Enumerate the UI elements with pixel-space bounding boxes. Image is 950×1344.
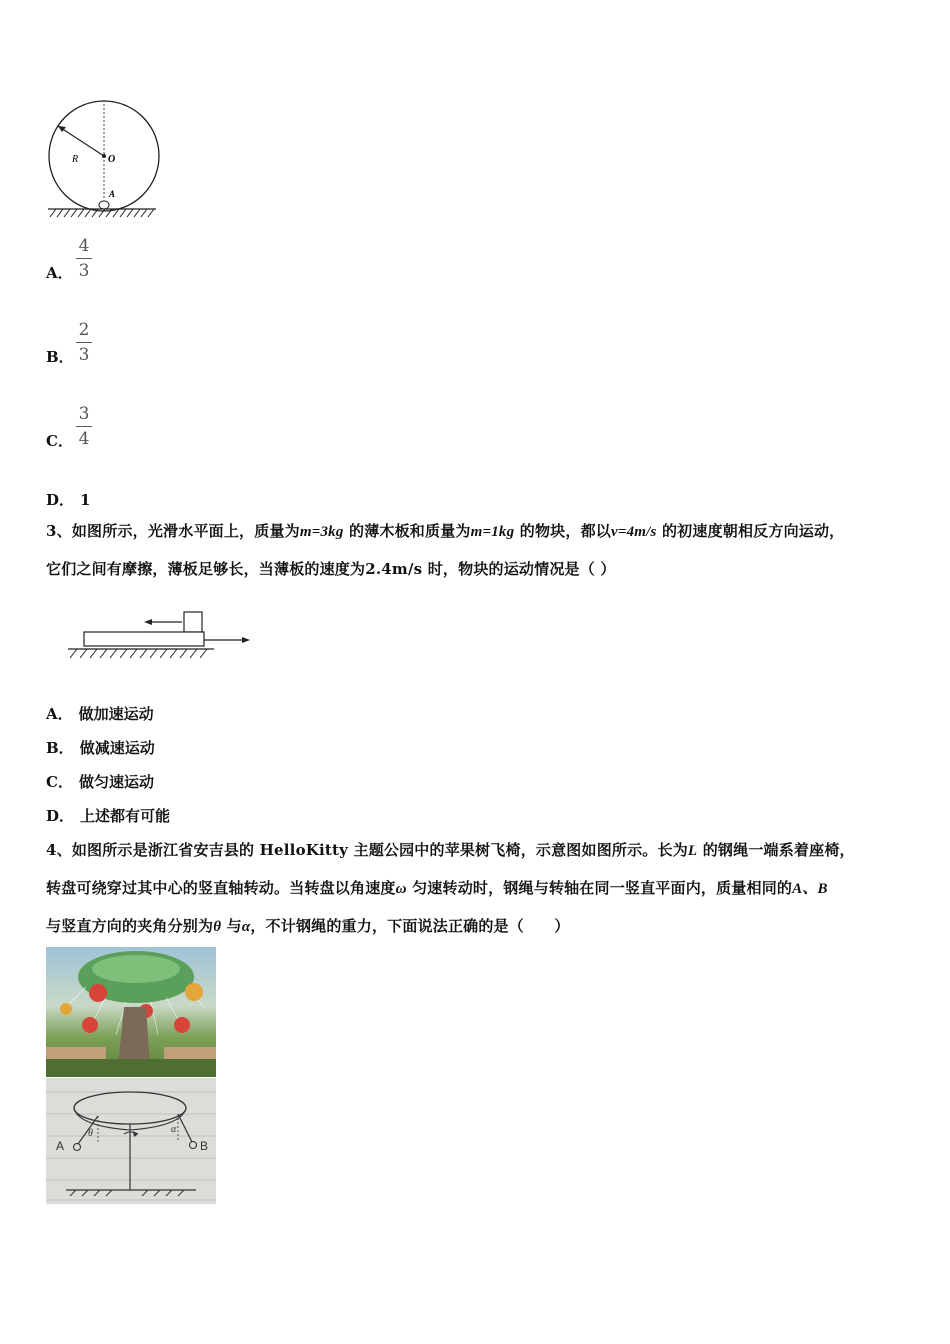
q4-omega-symbol: ω xyxy=(395,881,407,897)
label-O: O xyxy=(108,154,116,165)
photo-trunk xyxy=(118,1007,150,1067)
q3-text: 的物块，都以 xyxy=(519,522,611,540)
turntable-ellipse xyxy=(74,1092,186,1124)
seat-b xyxy=(190,1142,197,1149)
seat-a xyxy=(74,1144,81,1151)
option-letter: B． xyxy=(46,739,74,757)
block xyxy=(184,612,202,632)
q2-option-d-letter: D． xyxy=(46,491,75,509)
q3-text: 它们之间有摩擦，薄板足够长，当薄板的速度为 xyxy=(46,560,366,578)
q4-text: 匀速转动时，钢绳与转轴在同一竖直平面内，质量相同的 xyxy=(412,879,793,897)
option-letter: A． xyxy=(46,705,73,723)
q3-text: 3、如图所示，光滑水平面上，质量为 xyxy=(46,522,300,540)
apple-seat xyxy=(60,1003,72,1015)
sketch-ground-hatch xyxy=(70,1190,184,1196)
apple-seat xyxy=(174,1017,190,1033)
q4-text: ，不计钢绳的重力，下面说法正确的是（ ） xyxy=(250,917,570,935)
fraction-denominator: 3 xyxy=(78,345,90,365)
q3-velocity: v=4m/s xyxy=(610,524,657,540)
apple-seat xyxy=(89,984,107,1002)
q3-option-d xyxy=(46,805,170,826)
option-letter: C． xyxy=(46,773,73,791)
q3-option-c xyxy=(46,771,154,792)
sketch-label-alpha: α xyxy=(171,1124,177,1135)
sketch-drawing xyxy=(46,1078,216,1204)
ground-hatch xyxy=(70,649,207,658)
q4-text: 与 xyxy=(226,917,242,935)
q4-alpha-symbol: α xyxy=(241,919,251,935)
q4-question xyxy=(46,832,920,946)
fraction-denominator: 3 xyxy=(78,261,90,281)
option-text: 上述都有可能 xyxy=(80,807,171,825)
thin-board xyxy=(84,632,204,646)
apple-seat xyxy=(82,1017,98,1033)
sketch-label-b: B xyxy=(200,1139,209,1153)
q3-text: 时，物块的运动情况是（ ） xyxy=(427,560,616,578)
circle-on-ground-figure xyxy=(44,96,162,220)
q3-option-b xyxy=(46,737,155,758)
q4-line-3 xyxy=(46,908,920,946)
q4-line-1 xyxy=(46,832,920,870)
ground-hatch xyxy=(50,209,154,217)
fraction-bar xyxy=(76,426,92,427)
fraction-numerator: 4 xyxy=(78,236,90,256)
q4-theta-symbol: θ xyxy=(213,919,222,935)
block-arrowhead xyxy=(144,619,152,625)
q3-board-velocity: 2.4m/s xyxy=(365,560,423,578)
rope-b xyxy=(178,1114,192,1142)
q4-text: 与竖直方向的夹角分别为 xyxy=(46,917,214,935)
q2-option-a-letter: A． xyxy=(46,264,73,282)
q3-option-a xyxy=(46,703,154,724)
fraction-numerator: 2 xyxy=(78,320,90,340)
board-arrowhead xyxy=(242,637,250,643)
q4-text: 4、如图所示是浙江省安吉县的 HelloKitty 主题公园中的苹果树飞椅，示意图如图所示。长为 xyxy=(46,841,688,859)
q3-line-1 xyxy=(46,513,920,551)
small-ball xyxy=(99,201,109,209)
q2-option-c-fraction xyxy=(76,404,92,449)
photo-ground xyxy=(46,1059,216,1077)
q3-text: 的薄木板和质量为 xyxy=(349,522,471,540)
photo-fence xyxy=(164,1047,216,1059)
q4-text: 的钢绳一端系着座椅， xyxy=(702,841,855,859)
sketch-label-theta: θ xyxy=(88,1128,93,1139)
notebook-lines xyxy=(46,1092,216,1200)
q2-option-b-letter: B． xyxy=(46,348,74,366)
photo-canopy-top xyxy=(92,955,180,983)
board-block-figure xyxy=(64,606,256,670)
q4-length-symbol: L xyxy=(687,843,698,859)
apple-seat xyxy=(185,983,203,1001)
apple-tree-swing-photo xyxy=(46,947,216,1077)
photo-fence xyxy=(46,1047,106,1059)
q2-option-a-fraction xyxy=(76,236,92,281)
q4-text: 转盘可绕穿过其中心的竖直轴转动。当转盘以角速度 xyxy=(46,879,396,897)
q3-line-2 xyxy=(46,551,920,588)
fraction-bar xyxy=(76,258,92,259)
swing-sketch-figure xyxy=(46,1078,216,1204)
radius-line xyxy=(58,126,104,156)
q3-text: 的初速度朝相反方向运动， xyxy=(661,522,845,540)
fraction-numerator: 3 xyxy=(78,404,90,424)
q3-question xyxy=(46,513,920,588)
label-A: A xyxy=(109,189,116,199)
option-text: 做加速运动 xyxy=(78,705,154,723)
photo-illustration xyxy=(46,947,216,1077)
option-text: 做减速运动 xyxy=(79,739,155,757)
fraction-denominator: 4 xyxy=(78,429,90,449)
sketch-label-a: A xyxy=(56,1139,65,1153)
q2-option-d-text: 1 xyxy=(80,491,91,509)
q2-option-b-fraction xyxy=(76,320,92,365)
q4-line-2 xyxy=(46,870,920,908)
q3-mass-block: m=1kg xyxy=(470,524,515,540)
q2-option-c-letter: C． xyxy=(46,432,73,450)
q2-option-d xyxy=(46,489,90,510)
option-letter: D． xyxy=(46,807,75,825)
q3-mass-board: m=3kg xyxy=(299,524,344,540)
center-point xyxy=(102,154,106,158)
fraction-bar xyxy=(76,342,92,343)
label-R: R xyxy=(72,154,79,165)
q4-ab-symbols: A、B xyxy=(792,881,828,897)
option-text: 做匀速运动 xyxy=(78,773,154,791)
